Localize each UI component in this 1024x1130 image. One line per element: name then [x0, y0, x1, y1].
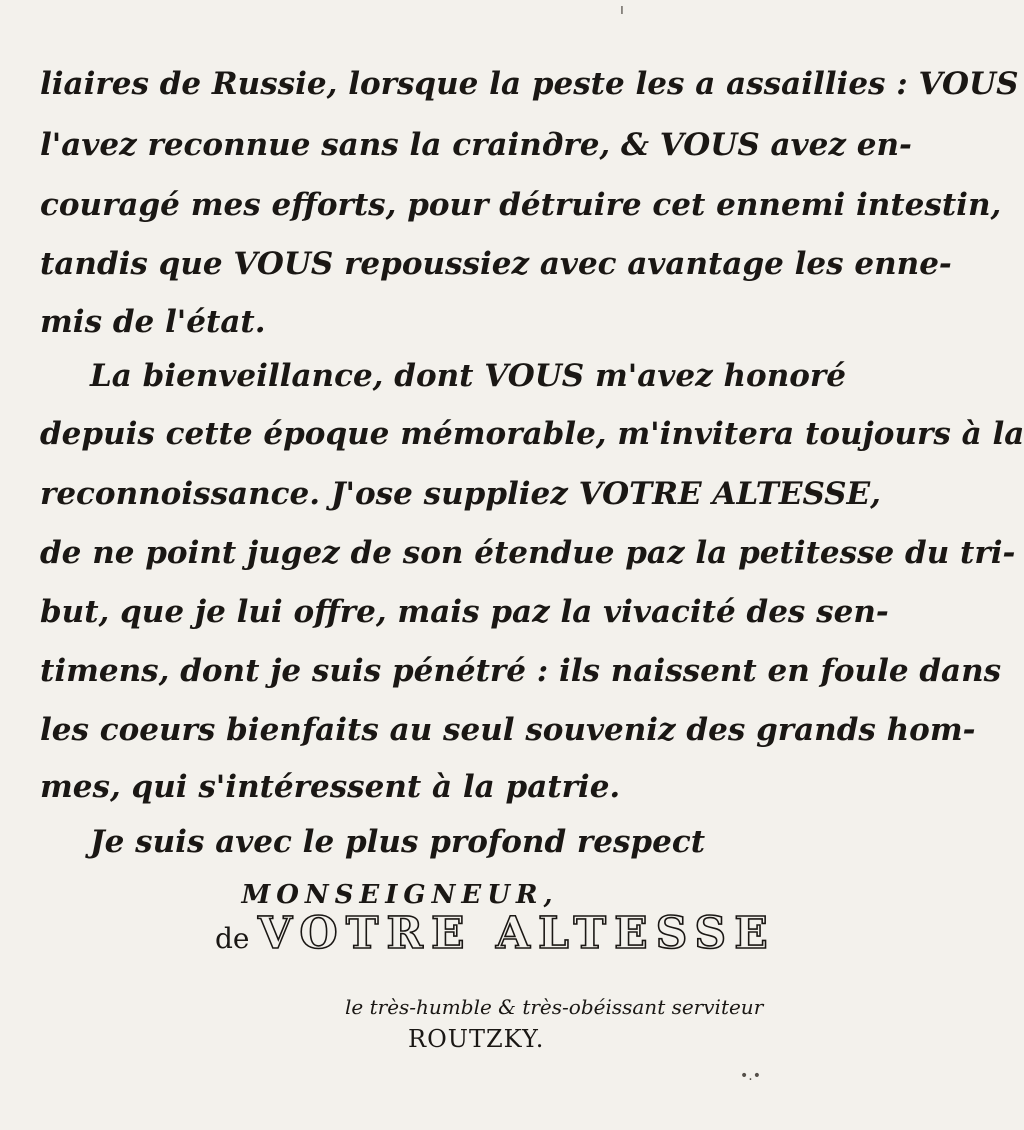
text-line-5: mis de l'état.	[40, 304, 266, 340]
text-line-8: reconnoissance. J'ose suppliez VOTRE ALTESSE,	[40, 476, 881, 512]
text-line-10: but, que je lui offre, mais paz la vivacité des sen-	[40, 594, 889, 630]
text-line-4: tandis que VOUS repoussiez avec avantage les enne-	[40, 246, 952, 282]
text-line-11: timens, dont je suis pénétré : ils naissent en foule dans	[40, 653, 1002, 689]
text-line-13: mes, qui s'intéressent à la patrie.	[40, 769, 621, 805]
text-line-14: Je suis avec le plus profond respect	[90, 824, 706, 860]
salutation-altesse: VOTRE ALTESSE	[258, 908, 776, 959]
salutation-de: de	[215, 922, 250, 955]
ink-mark-bottom: •.•	[740, 1068, 761, 1084]
text-line-6: La bienveillance, dont VOUS m'avez honoré	[90, 358, 846, 394]
signature-name: ROUTZKY.	[408, 1025, 545, 1053]
ink-mark: ı	[620, 2, 624, 18]
text-line-12: les coeurs bienfaits au seul souveniz des grands hom-	[40, 712, 976, 748]
text-line-1: liaires de Russie, lorsque la peste les a assaillies : VOUS	[40, 66, 1019, 102]
text-line-2: l'avez reconnue sans la crainдre, & VOUS avez en-	[40, 127, 912, 163]
salutation-title: MONSEIGNEUR,	[241, 880, 559, 910]
text-line-7: depuis cette époque mémorable, m'invitera toujours à la	[40, 416, 1024, 452]
text-line-3: couragé mes efforts, pour détruire cet ennemi intestin,	[40, 187, 1002, 223]
text-line-9: de ne point jugez de son étendue paz la petitesse du tri-	[40, 535, 1016, 571]
signature-line: le très-humble & très-obéissant serviteur	[345, 995, 764, 1019]
